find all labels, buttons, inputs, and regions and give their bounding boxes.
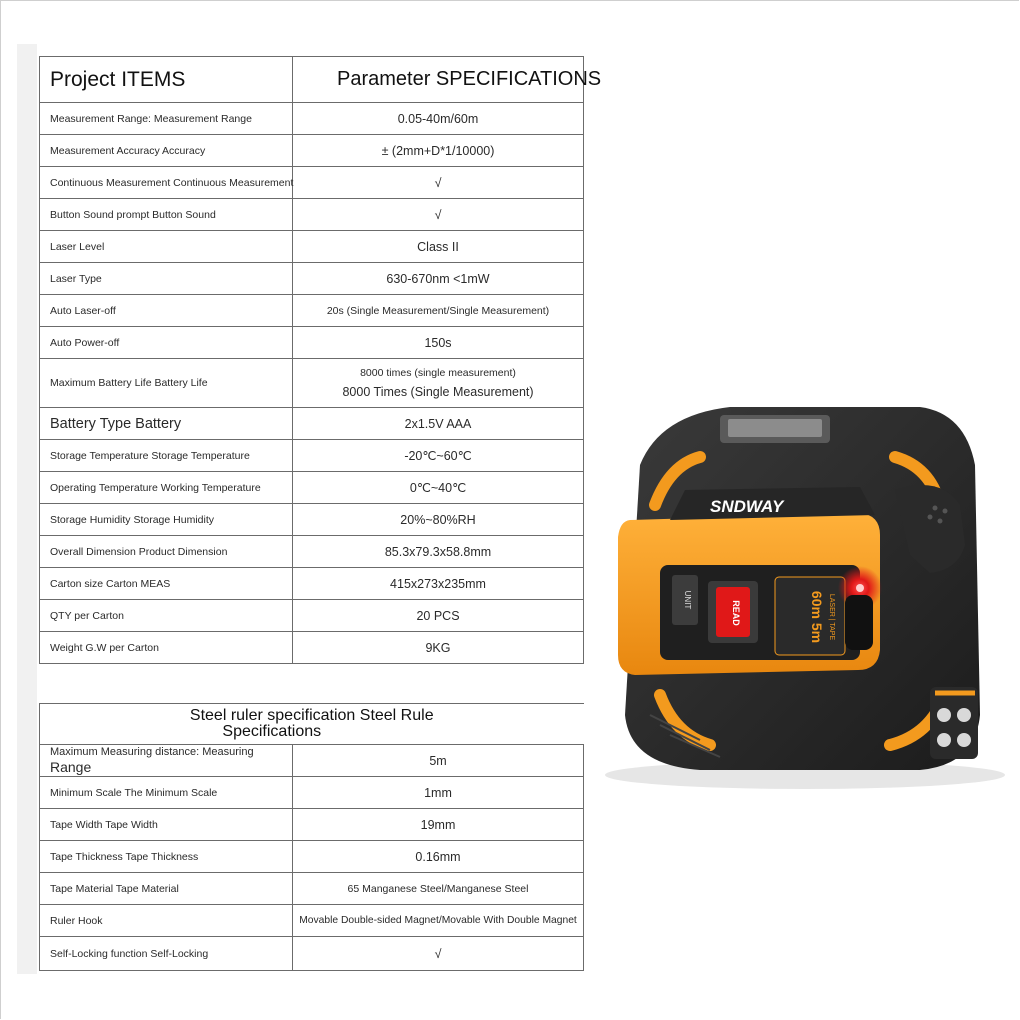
value-cell: 630-670nm <1mW [293, 263, 584, 295]
param-cell: Measurement Range: Measurement Range [40, 103, 293, 135]
value-cell: √ [293, 199, 584, 231]
value-cell: 2x1.5V AAA [293, 408, 584, 440]
table-row [40, 600, 584, 632]
table-row [40, 440, 584, 472]
param-cell: Tape Width Tape Width [40, 809, 293, 841]
header-parameter-specifications: Parameter SPECIFICATIONS [293, 57, 584, 103]
value-cell: 5m [293, 745, 584, 777]
param-cell: Laser Level [40, 231, 293, 263]
value-cell: 1mm [293, 777, 584, 809]
table-row [40, 103, 584, 135]
value-cell: 0.05-40m/60m [293, 103, 584, 135]
param-cell: Button Sound prompt Button Sound [40, 199, 293, 231]
unit-button-label: UNIT [683, 590, 692, 610]
steel-header-line-1: Steel ruler specification Steel Rule [189, 707, 434, 724]
steel-rule-table [39, 703, 584, 971]
table-row [40, 568, 584, 600]
laser-tape-measure-image [590, 395, 1015, 800]
param-line-2: Range [50, 758, 92, 775]
steel-rule-header [40, 704, 584, 745]
table-row [40, 777, 584, 809]
value-cell: 20s (Single Measurement/Single Measurement) [293, 295, 584, 327]
table-row [40, 472, 584, 504]
table-row [40, 167, 584, 199]
param-cell [40, 745, 293, 777]
param-cell: Overall Dimension Product Dimension [40, 536, 293, 568]
table-row [40, 327, 584, 359]
value-cell: 20 PCS [293, 600, 584, 632]
param-cell: Measurement Accuracy Accuracy [40, 135, 293, 167]
value-cell: 65 Manganese Steel/Manganese Steel [293, 873, 584, 905]
param-cell: Ruler Hook [40, 905, 293, 937]
header-project-items: Project ITEMS [40, 57, 293, 103]
param-cell: Minimum Scale The Minimum Scale [40, 777, 293, 809]
table-row [40, 745, 584, 777]
table-row [40, 937, 584, 971]
brand-logo-text: SNDWAY [710, 497, 784, 516]
table-row [40, 873, 584, 905]
spec-label-big: 60m 5m [809, 590, 825, 644]
value-cell: 19mm [293, 809, 584, 841]
param-cell: Carton size Carton MEAS [40, 568, 293, 600]
table-row [40, 135, 584, 167]
spec-label-small: LASER | TAPE [828, 593, 835, 641]
value-cell: 0℃~40℃ [293, 472, 584, 504]
param-cell: Auto Laser-off [40, 295, 293, 327]
table-row [40, 408, 584, 440]
table-row [40, 263, 584, 295]
param-cell: Continuous Measurement Continuous Measurement [40, 167, 293, 199]
param-cell: Tape Thickness Tape Thickness [40, 841, 293, 873]
param-cell: Tape Material Tape Material [40, 873, 293, 905]
param-cell: QTY per Carton [40, 600, 293, 632]
param-cell: Battery Type Battery [40, 408, 293, 440]
value-line-1: 8000 times (single measurement) [360, 367, 516, 379]
value-cell: 415x273x235mm [293, 568, 584, 600]
param-cell: Maximum Battery Life Battery Life [40, 359, 293, 408]
value-cell: 9KG [293, 632, 584, 664]
param-cell: Weight G.W per Carton [40, 632, 293, 664]
param-cell: Storage Temperature Storage Temperature [40, 440, 293, 472]
param-cell: Auto Power-off [40, 327, 293, 359]
param-cell: Self-Locking function Self-Locking [40, 937, 293, 971]
value-cell: Class II [293, 231, 584, 263]
read-button-label: READ [731, 600, 741, 626]
param-line-1: Maximum Measuring distance: Measuring [50, 745, 254, 758]
value-cell: 85.3x79.3x58.8mm [293, 536, 584, 568]
param-cell: Storage Humidity Storage Humidity [40, 504, 293, 536]
table-row [40, 199, 584, 231]
value-cell: -20℃~60℃ [293, 440, 584, 472]
table-row [40, 359, 584, 408]
value-cell: 20%~80%RH [293, 504, 584, 536]
table-row [40, 841, 584, 873]
value-cell: 150s [293, 327, 584, 359]
table-row [40, 809, 584, 841]
value-cell: 0.16mm [293, 841, 584, 873]
table-row [40, 295, 584, 327]
table-row [40, 905, 584, 937]
steel-header-line-2: Specifications [222, 723, 322, 740]
param-cell: Operating Temperature Working Temperature [40, 472, 293, 504]
value-cell: ± (2mm+D*1/10000) [293, 135, 584, 167]
value-cell [293, 359, 584, 408]
value-line-2: 8000 Times (Single Measurement) [342, 385, 534, 399]
parameter-table [39, 56, 602, 664]
value-cell: √ [293, 937, 584, 971]
table-row [40, 231, 584, 263]
value-cell: √ [293, 167, 584, 199]
table-row [40, 632, 584, 664]
param-cell: Laser Type [40, 263, 293, 295]
table-row [40, 536, 584, 568]
value-cell: Movable Double-sided Magnet/Movable With Double Magnet [293, 905, 584, 937]
table-row [40, 504, 584, 536]
left-shadow [17, 44, 37, 974]
